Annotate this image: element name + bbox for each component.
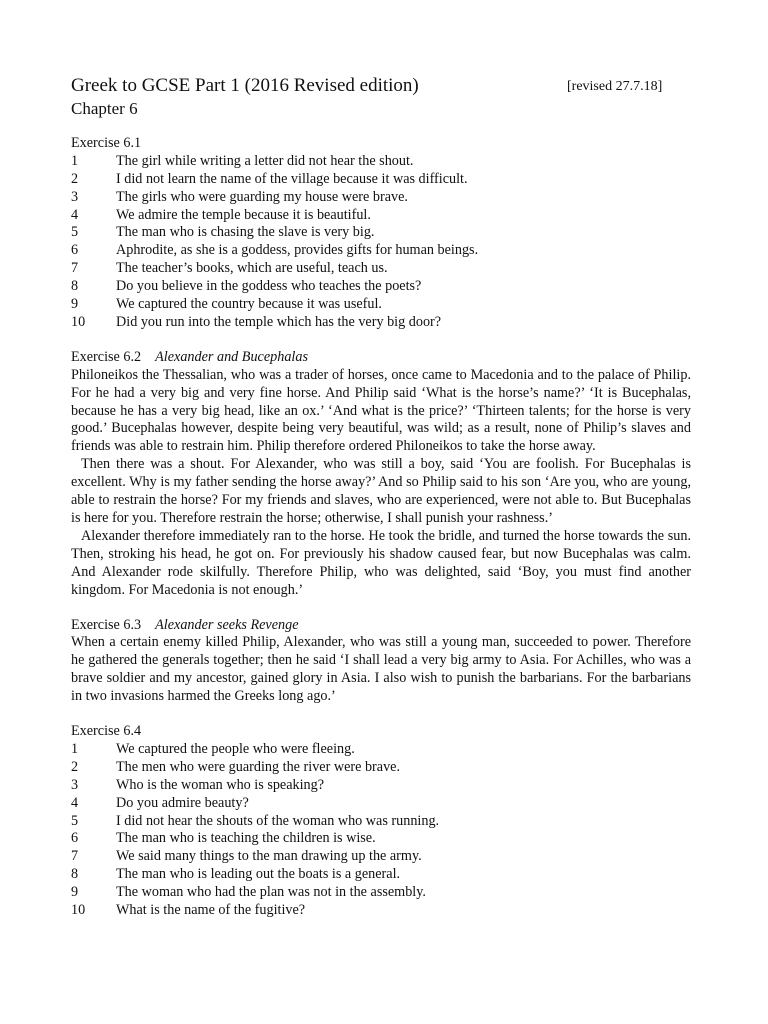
item-number: 7 — [71, 260, 79, 277]
item-text: The men who were guarding the river were brave. — [116, 758, 401, 775]
paragraph: Philoneikos the Thessalian, who was a trader of horses, once came to Macedonia and to the palace of Philip. For he had a very big and very fine horse. And Philip said ‘What is the horse’s name?’ ‘It is Bucephalas, because he has a very big head, like an ox.’ ‘And what is the price?’ ‘Thirteen talents; for the horse is very good.’ Bucephalas however, despite being very beautiful, was wild; as a result, none of Philip’s slaves and friends was able to restrain him. Philip therefore ordered Philoneikos to take the horse away. — [71, 366, 691, 455]
list-item — [71, 902, 691, 920]
item-text: Aphrodite, as she is a goddess, provides gifts for human beings. — [116, 242, 479, 259]
exercise-title: Exercise 6.1 — [71, 135, 142, 151]
item-number: 2 — [71, 170, 79, 187]
exercise-6-2 — [71, 349, 691, 600]
list-item — [71, 296, 691, 314]
item-text: The girl while writing a letter did not hear the shout. — [116, 152, 414, 169]
item-number: 7 — [71, 848, 79, 865]
item-number: 8 — [71, 866, 79, 883]
item-number: 1 — [71, 152, 79, 169]
item-text: Who is the woman who is speaking? — [116, 776, 325, 793]
exercise-heading — [71, 723, 691, 741]
item-text: Do you believe in the goddess who teaches the poets? — [116, 278, 422, 295]
sentence-list — [71, 153, 691, 332]
list-item — [71, 848, 691, 866]
item-text: The teacher’s books, which are useful, teach us. — [116, 260, 388, 277]
item-text: The girls who were guarding my house were brave. — [116, 188, 408, 205]
item-number: 5 — [71, 812, 79, 829]
list-item — [71, 207, 691, 225]
sentence-list — [71, 741, 691, 920]
item-text: We said many things to the man drawing up the army. — [116, 848, 422, 865]
item-text: Did you run into the temple which has the very big door? — [116, 313, 442, 330]
item-text: I did not learn the name of the village because it was difficult. — [116, 170, 468, 187]
item-text: The woman who had the plan was not in the assembly. — [116, 884, 426, 901]
item-number: 10 — [71, 313, 86, 330]
item-number: 9 — [71, 884, 79, 901]
item-number: 5 — [71, 224, 79, 241]
list-item — [71, 153, 691, 171]
exercise-6-3 — [71, 617, 691, 707]
list-item — [71, 260, 691, 278]
list-item — [71, 741, 691, 759]
list-item — [71, 314, 691, 332]
list-item — [71, 171, 691, 189]
exercise-subtitle: Alexander seeks Revenge — [155, 616, 299, 633]
chapter-heading: Chapter 6 — [71, 99, 138, 118]
paragraph: When a certain enemy killed Philip, Alexander, who was still a young man, succeeded to power. Therefore he gathered the generals together; then he said ‘I shall lead a very big army to Asia. For Achilles, who was a brave soldier and my ancestor, gained glory in Asia. I also wish to punish the barbarians. For the barbarians in two invasions harmed the Greeks long ago.’ — [71, 634, 691, 705]
item-text: We admire the temple because it is beautiful. — [116, 206, 371, 223]
item-text: What is the name of the fugitive? — [116, 901, 306, 918]
item-number: 2 — [71, 758, 79, 775]
item-number: 6 — [71, 830, 79, 847]
exercise-title: Exercise 6.3 — [71, 616, 142, 633]
title-row — [71, 74, 691, 98]
item-text: We captured the people who were fleeing. — [116, 740, 355, 757]
exercise-6-4 — [71, 723, 691, 920]
item-number: 4 — [71, 794, 79, 811]
item-number: 9 — [71, 296, 79, 313]
revision-date: [revised 27.7.18] — [567, 79, 663, 94]
list-item — [71, 224, 691, 242]
item-text: I did not hear the shouts of the woman who was running. — [116, 812, 440, 829]
paragraph: Then there was a shout. For Alexander, who was still a boy, said ‘You are foolish. For Bucephalas is excellent. Why is my father sending the horse away?’ And so Philip said to his son ‘Are you, who are young, able to restrain the horse? For my friends and slaves, who are experienced, were not able to. But Bucephalas is here for you. Therefore restrain the horse; otherwise, I shall punish your rashness.’ — [71, 456, 691, 526]
paragraph: Alexander therefore immediately ran to the horse. He took the bridle, and turned the horse towards the sun. Then, stroking his head, he got on. For previously his shadow caused fear, but now Bucephalas was calm. And Alexander rode skilfully. Therefore Philip, who was delighted, said ‘Boy, you must find another kingdom. For Macedonia is not enough.’ — [71, 527, 691, 598]
item-text: We captured the country because it was useful. — [116, 296, 382, 313]
item-number: 3 — [71, 776, 79, 793]
exercise-heading — [71, 349, 691, 367]
item-number: 4 — [71, 206, 79, 223]
item-number: 1 — [71, 740, 79, 757]
exercise-title: Exercise 6.4 — [71, 723, 142, 740]
exercise-subtitle: Alexander and Bucephalas — [155, 348, 308, 365]
list-item — [71, 759, 691, 777]
list-item — [71, 866, 691, 884]
exercise-heading — [71, 135, 691, 153]
list-item — [71, 189, 691, 207]
list-item — [71, 777, 691, 795]
list-item — [71, 278, 691, 296]
document-page — [71, 74, 691, 920]
exercise-6-1 — [71, 135, 691, 332]
item-number: 6 — [71, 242, 79, 259]
item-number: 3 — [71, 188, 79, 205]
list-item — [71, 884, 691, 902]
list-item — [71, 813, 691, 831]
item-text: The man who is chasing the slave is very big. — [116, 224, 375, 241]
list-item — [71, 242, 691, 260]
item-number: 8 — [71, 278, 79, 295]
item-number: 10 — [71, 901, 86, 918]
list-item — [71, 795, 691, 813]
exercise-title: Exercise 6.2 — [71, 348, 142, 365]
exercise-heading — [71, 617, 691, 635]
document-title: Greek to GCSE Part 1 (2016 Revised edition) — [71, 75, 419, 96]
item-text: The man who is leading out the boats is a general. — [116, 866, 401, 883]
item-text: The man who is teaching the children is wise. — [116, 830, 376, 847]
list-item — [71, 830, 691, 848]
item-text: Do you admire beauty? — [116, 794, 249, 811]
